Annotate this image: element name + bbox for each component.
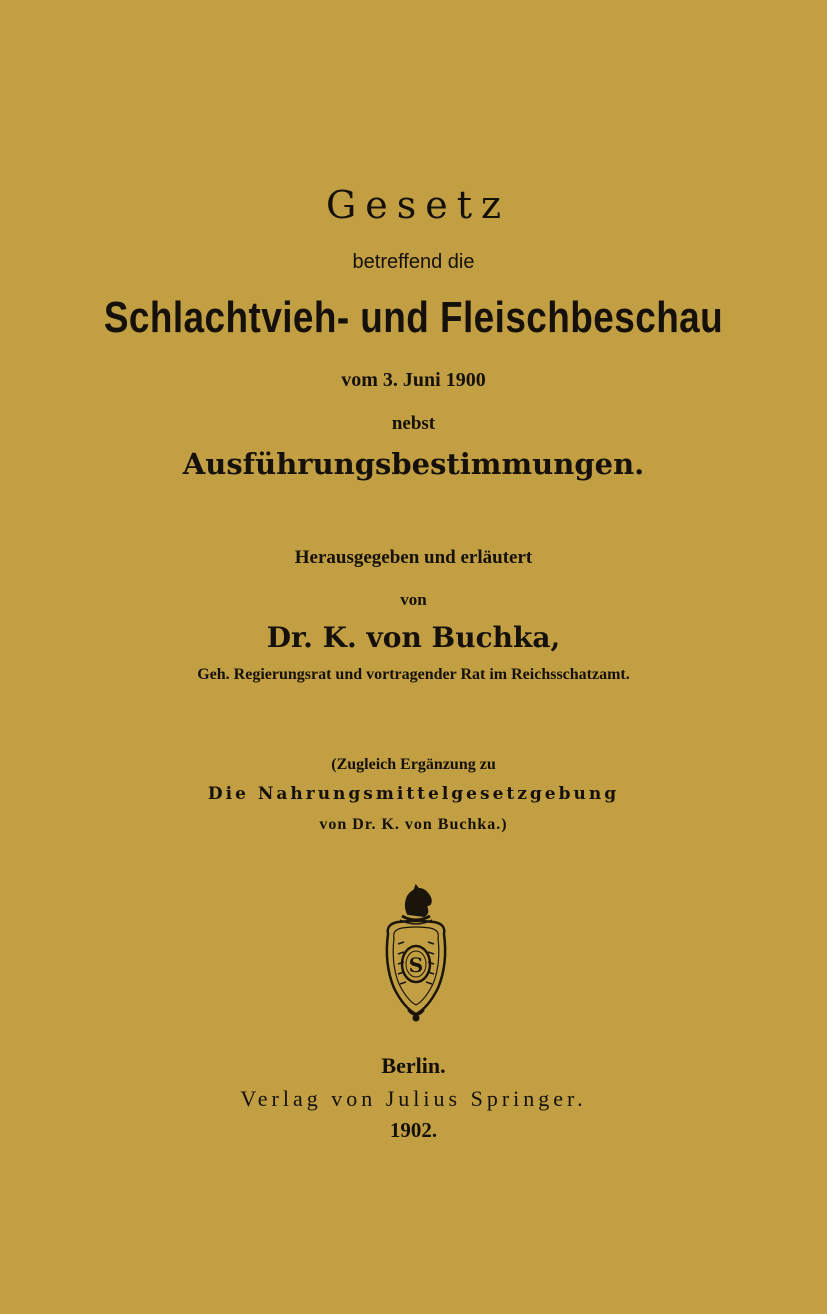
note-line-2: Die Nahrungsmittelgesetzgebung — [207, 784, 620, 804]
springer-knight-emblem-icon — [378, 884, 454, 1022]
note-line-1: (Zugleich Ergänzung zu — [331, 756, 496, 773]
author-name: Dr. K. von Buchka, — [266, 621, 561, 654]
author-position: Geh. Regierungsrat und vortragender Rat im Reichsschatzamt. — [197, 666, 630, 683]
cover-subtitle: betreffend die — [352, 251, 475, 273]
date-line: vom 3. Juni 1900 — [341, 369, 486, 391]
logo-initial: S — [408, 953, 424, 977]
imprint-publisher: Verlag von Julius Springer. — [240, 1086, 587, 1111]
supplement-title: Ausführungsbestimmungen. — [182, 447, 645, 481]
cover-title: Gesetz — [325, 183, 511, 227]
by-label: von — [400, 590, 427, 609]
conjunction-text: nebst — [391, 413, 436, 434]
note-line-3: von Dr. K. von Buchka.) — [319, 816, 508, 833]
main-title: Schlachtvieh- und Fleischbeschau — [103, 293, 724, 342]
imprint-city: Berlin. — [381, 1053, 446, 1078]
edited-label: Herausgegeben und erläutert — [294, 547, 533, 568]
imprint-year: 1902. — [389, 1118, 438, 1142]
